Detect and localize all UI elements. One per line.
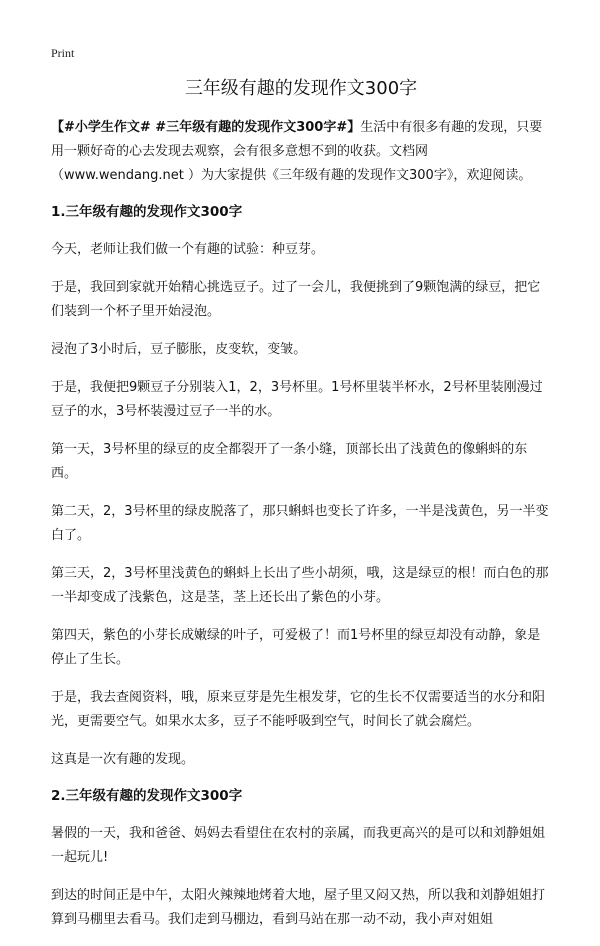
intro-text: 生活中有很多有趣的发现，只要用一颗好奇的心去发现去观察，会有很多意想不到的收获。文档网（www.wendang.net ）为大家提供《三年级有趣的发现作文300字》，欢迎阅读。	[51, 120, 543, 183]
paragraph: 第三天，2，3号杯里浅黄色的蝌蚪上长出了些小胡须，哦，这是绿豆的根！而白色的那一半却变成了浅紫色，这是茎，茎上还长出了紫色的小芽。	[51, 566, 549, 605]
section-1	[51, 202, 551, 772]
paragraph: 到达的时间正是中午，太阳火辣辣地烤着大地，屋子里又闷又热，所以我和刘静姐姐打算到马棚里去看马。我们走到马棚边，看到马站在那一动不动，我小声对姐姐	[51, 888, 546, 927]
section-heading: 1.三年级有趣的发现作文300字	[51, 204, 243, 220]
paragraph: 第一天，3号杯里的绿豆的皮全都裂开了一条小缝，顶部长出了浅黄色的像蝌蚪的东西。	[51, 442, 528, 481]
paragraph: 今天，老师让我们做一个有趣的试验：种豆芽。	[51, 242, 325, 257]
paragraph: 第二天，2，3号杯里的绿皮脱落了，那只蝌蚪也变长了许多，一半是浅黄色，另一半变白了。	[51, 504, 549, 543]
paragraph: 浸泡了3小时后，豆子膨胀，皮变软，变皱。	[51, 342, 307, 357]
paragraph: 于是，我便把9颗豆子分别装入1，2，3号杯里。1号杯里装半杯水，2号杯里装刚漫过豆子的水，3号杯装漫过豆子一半的水。	[51, 380, 543, 419]
section-heading: 2.三年级有趣的发现作文300字	[51, 788, 243, 804]
print-label[interactable]: Print	[51, 46, 75, 60]
document-page	[51, 78, 551, 946]
paragraph: 于是，我去查阅资料，哦，原来豆芽是先生根发芽，它的生长不仅需要适当的水分和阳光，更需要空气。如果水太多，豆子不能呼吸到空气，时间长了就会腐烂。	[51, 690, 546, 729]
paragraph: 暑假的一天，我和爸爸、妈妈去看望住在农村的亲属，而我更高兴的是可以和刘静姐姐一起玩儿!	[51, 826, 546, 865]
intro-tag: 【#小学生作文# #三年级有趣的发现作文300字#】	[51, 120, 361, 135]
document-title: 三年级有趣的发现作文300字	[184, 78, 418, 99]
section-2	[51, 786, 551, 932]
paragraph: 这真是一次有趣的发现。	[51, 752, 195, 767]
intro-paragraph	[51, 116, 551, 188]
paragraph: 第四天，紫色的小芽长成嫩绿的叶子，可爱极了！而1号杯里的绿豆却没有动静，象是停止了生长。	[51, 628, 541, 667]
paragraph: 于是，我回到家就开始精心挑选豆子。过了一会儿，我便挑到了9颗饱满的绿豆，把它们装到一个杯子里开始浸泡。	[51, 280, 541, 319]
